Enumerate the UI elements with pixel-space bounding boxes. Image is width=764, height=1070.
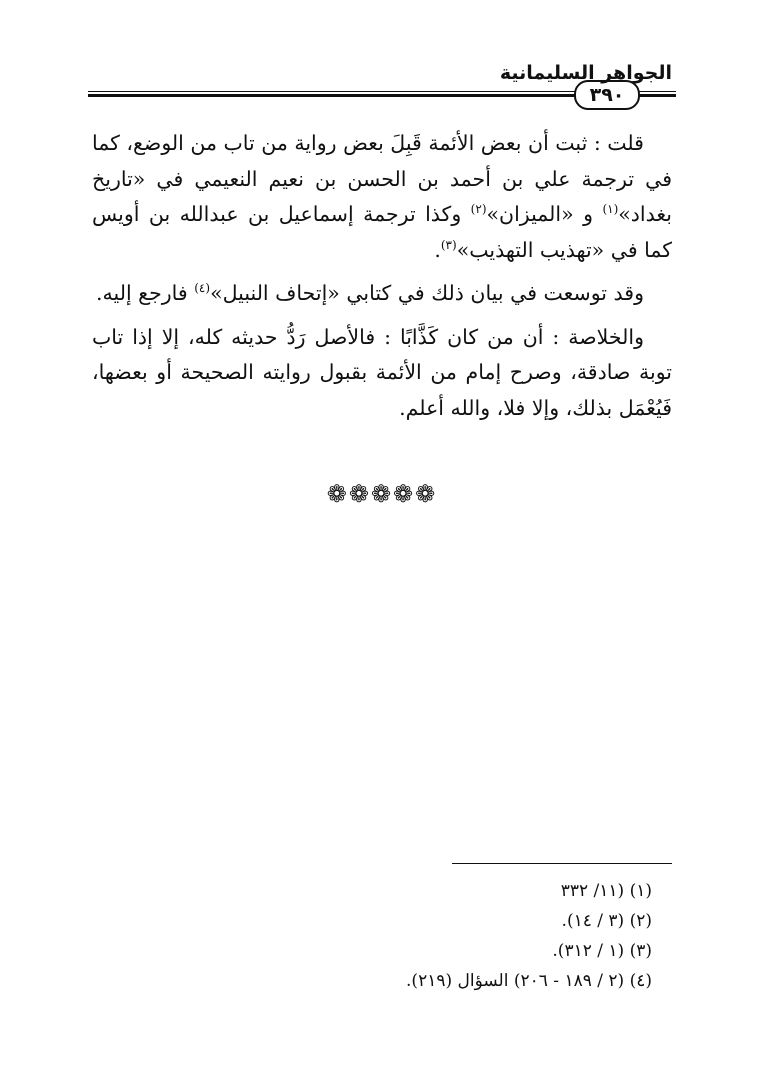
footnote-ref-1[interactable]: (١) <box>602 202 619 217</box>
section-ornament: ❁❁❁❁❁ <box>326 480 438 508</box>
footnote-4: (٤) (٢ / ١٨٩ - ٢٠٦) السؤال (٢١٩). <box>406 971 652 991</box>
paragraph-3: والخلاصة : أن من كان كَذَّابًا : فالأصل رَدُّ حديثه كله، إلا إذا تاب توبة صادقة، وصرح إمام من الأئمة بقبول روايته الصحيحة أو بعضها، فَيُعْمَل بذلك، وإلا فلا، والله أعلم. <box>92 324 672 420</box>
footnote-ref-3[interactable]: (٣) <box>440 237 457 252</box>
footnote-ref-4[interactable]: (٤) <box>194 281 211 296</box>
footnote-ref-2[interactable]: (٢) <box>470 202 487 217</box>
paragraph-2-text: وقد توسعت في بيان ذلك في كتابي «إتحاف النبيل» <box>210 281 644 305</box>
running-header-title: الجواهر السليمانية <box>499 62 672 84</box>
page-number-badge <box>574 80 640 110</box>
paragraph-2-end: فارجع إليه. <box>96 281 195 305</box>
paragraph-1-end: . <box>434 237 441 262</box>
paragraph-1-text-2: و «الميزان» <box>486 202 603 226</box>
footnote-separator <box>452 863 672 864</box>
paragraph-2 <box>92 276 672 312</box>
body-text <box>92 126 672 426</box>
page-number: ٣٩٠ <box>589 84 625 106</box>
paragraph-1-text-3: وكذا ترجمة إسماعيل بن عبدالله بن أويس كما في «تهذيب التهذيب» <box>92 202 672 262</box>
paragraph-1 <box>92 126 672 268</box>
footnote-1: (١) (١١/ ٣٣٢ <box>560 881 652 901</box>
footnote-3: (٣) (١ / ٣١٢). <box>552 941 652 961</box>
paragraph-1-text: قلت : ثبت أن بعض الأئمة قَبِلَ بعض رواية من تاب من الوضع، كما في ترجمة علي بن أحمد بن الحسن بن نعيم النعيمي في «تاريخ بغداد» <box>92 131 672 226</box>
footnotes <box>252 876 652 996</box>
footnote-2: (٢) (٣ / ١٤). <box>561 911 652 931</box>
